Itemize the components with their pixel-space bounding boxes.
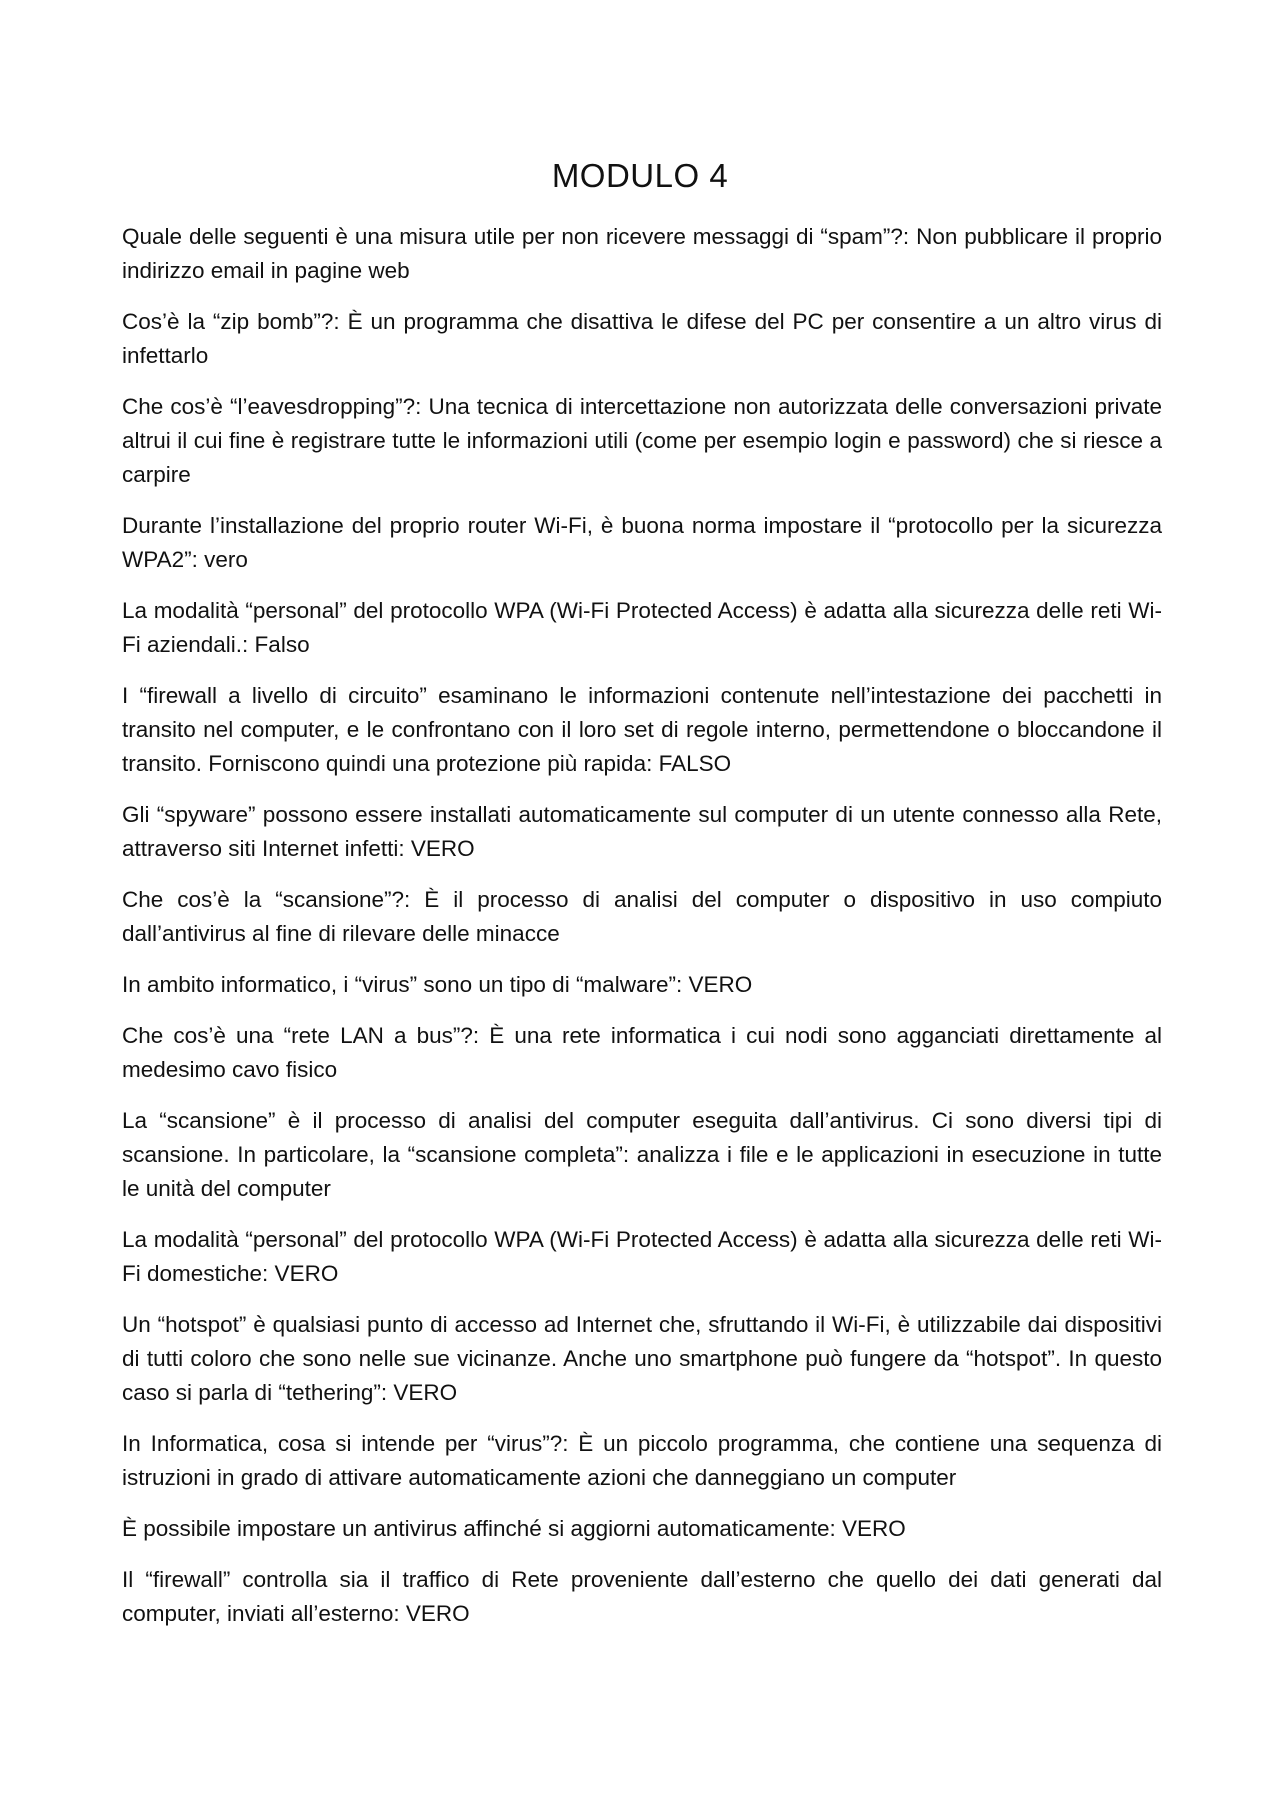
paragraph-antivirus-aggiornamento: È possibile impostare un antivirus affinché si aggiorni automaticamente: VERO: [122, 1516, 906, 1541]
paragraph-wpa-personal-domestiche: La modalità “personal” del protocollo WPA (Wi-Fi Protected Access) è adatta alla sicurezza delle reti Wi-Fi domestiche: VERO: [122, 1227, 1162, 1286]
page-title: MODULO 4: [551, 157, 729, 194]
paragraph-zip-bomb: Cos’è la “zip bomb”?: È un programma che disattiva le difese del PC per consentire a un altro virus di infettarlo: [122, 309, 1162, 368]
document-body: [122, 220, 1162, 1631]
paragraph-firewall-traffico: Il “firewall” controlla sia il traffico di Rete proveniente dall’esterno che quello dei dati generati dal computer, inviati all’esterno: VERO: [122, 1567, 1162, 1626]
paragraph-spam: Quale delle seguenti è una misura utile per non ricevere messaggi di “spam”?: Non pubblicare il proprio indirizzo email in pagine web: [122, 224, 1162, 283]
paragraph-virus-malware: In ambito informatico, i “virus” sono un tipo di “malware”: VERO: [122, 972, 753, 997]
paragraph-scansione: Che cos’è la “scansione”?: È il processo di analisi del computer o dispositivo in uso compiuto dall’antivirus al fine di rilevare delle minacce: [122, 887, 1162, 946]
paragraph-firewall-circuito: I “firewall a livello di circuito” esaminano le informazioni contenute nell’intestazione dei pacchetti in transito nel computer, e le confrontano con il loro set di regole interno, permettendone o bloccandone il transito. Forniscono quindi una protezione più rapida: FALSO: [122, 683, 1162, 776]
paragraph-scansione-completa: La “scansione” è il processo di analisi del computer eseguita dall’antivirus. Ci sono diversi tipi di scansione. In particolare, la “scansione completa”: analizza i file e le applicazioni in esecuzione in tutte le unità del computer: [122, 1108, 1162, 1201]
paragraph-eavesdropping: Che cos’è “l’eavesdropping”?: Una tecnica di intercettazione non autorizzata delle conversazioni private altrui il cui fine è registrare tutte le informazioni utili (come per esempio login e password) che si riesce a carpire: [122, 394, 1162, 487]
paragraph-hotspot: Un “hotspot” è qualsiasi punto di accesso ad Internet che, sfruttando il Wi-Fi, è utilizzabile dai dispositivi di tutti coloro che sono nelle sue vicinanze. Anche uno smartphone può fungere da “hotspot”. In questo caso si parla di “tethering”: VERO: [122, 1312, 1162, 1405]
paragraph-wpa-personal-aziendali: La modalità “personal” del protocollo WPA (Wi-Fi Protected Access) è adatta alla sicurezza delle reti Wi-Fi aziendali.: Falso: [122, 598, 1162, 657]
paragraph-virus-definizione: In Informatica, cosa si intende per “virus”?: È un piccolo programma, che contiene una sequenza di istruzioni in grado di attivare automaticamente azioni che danneggiano un computer: [122, 1431, 1162, 1490]
paragraph-lan-bus: Che cos’è una “rete LAN a bus”?: È una rete informatica i cui nodi sono agganciati direttamente al medesimo cavo fisico: [122, 1023, 1162, 1082]
paragraph-spyware: Gli “spyware” possono essere installati automaticamente sul computer di un utente connesso alla Rete, attraverso siti Internet infetti: VERO: [122, 802, 1162, 861]
paragraph-wpa2: Durante l’installazione del proprio router Wi-Fi, è buona norma impostare il “protocollo per la sicurezza WPA2”: vero: [122, 513, 1162, 572]
